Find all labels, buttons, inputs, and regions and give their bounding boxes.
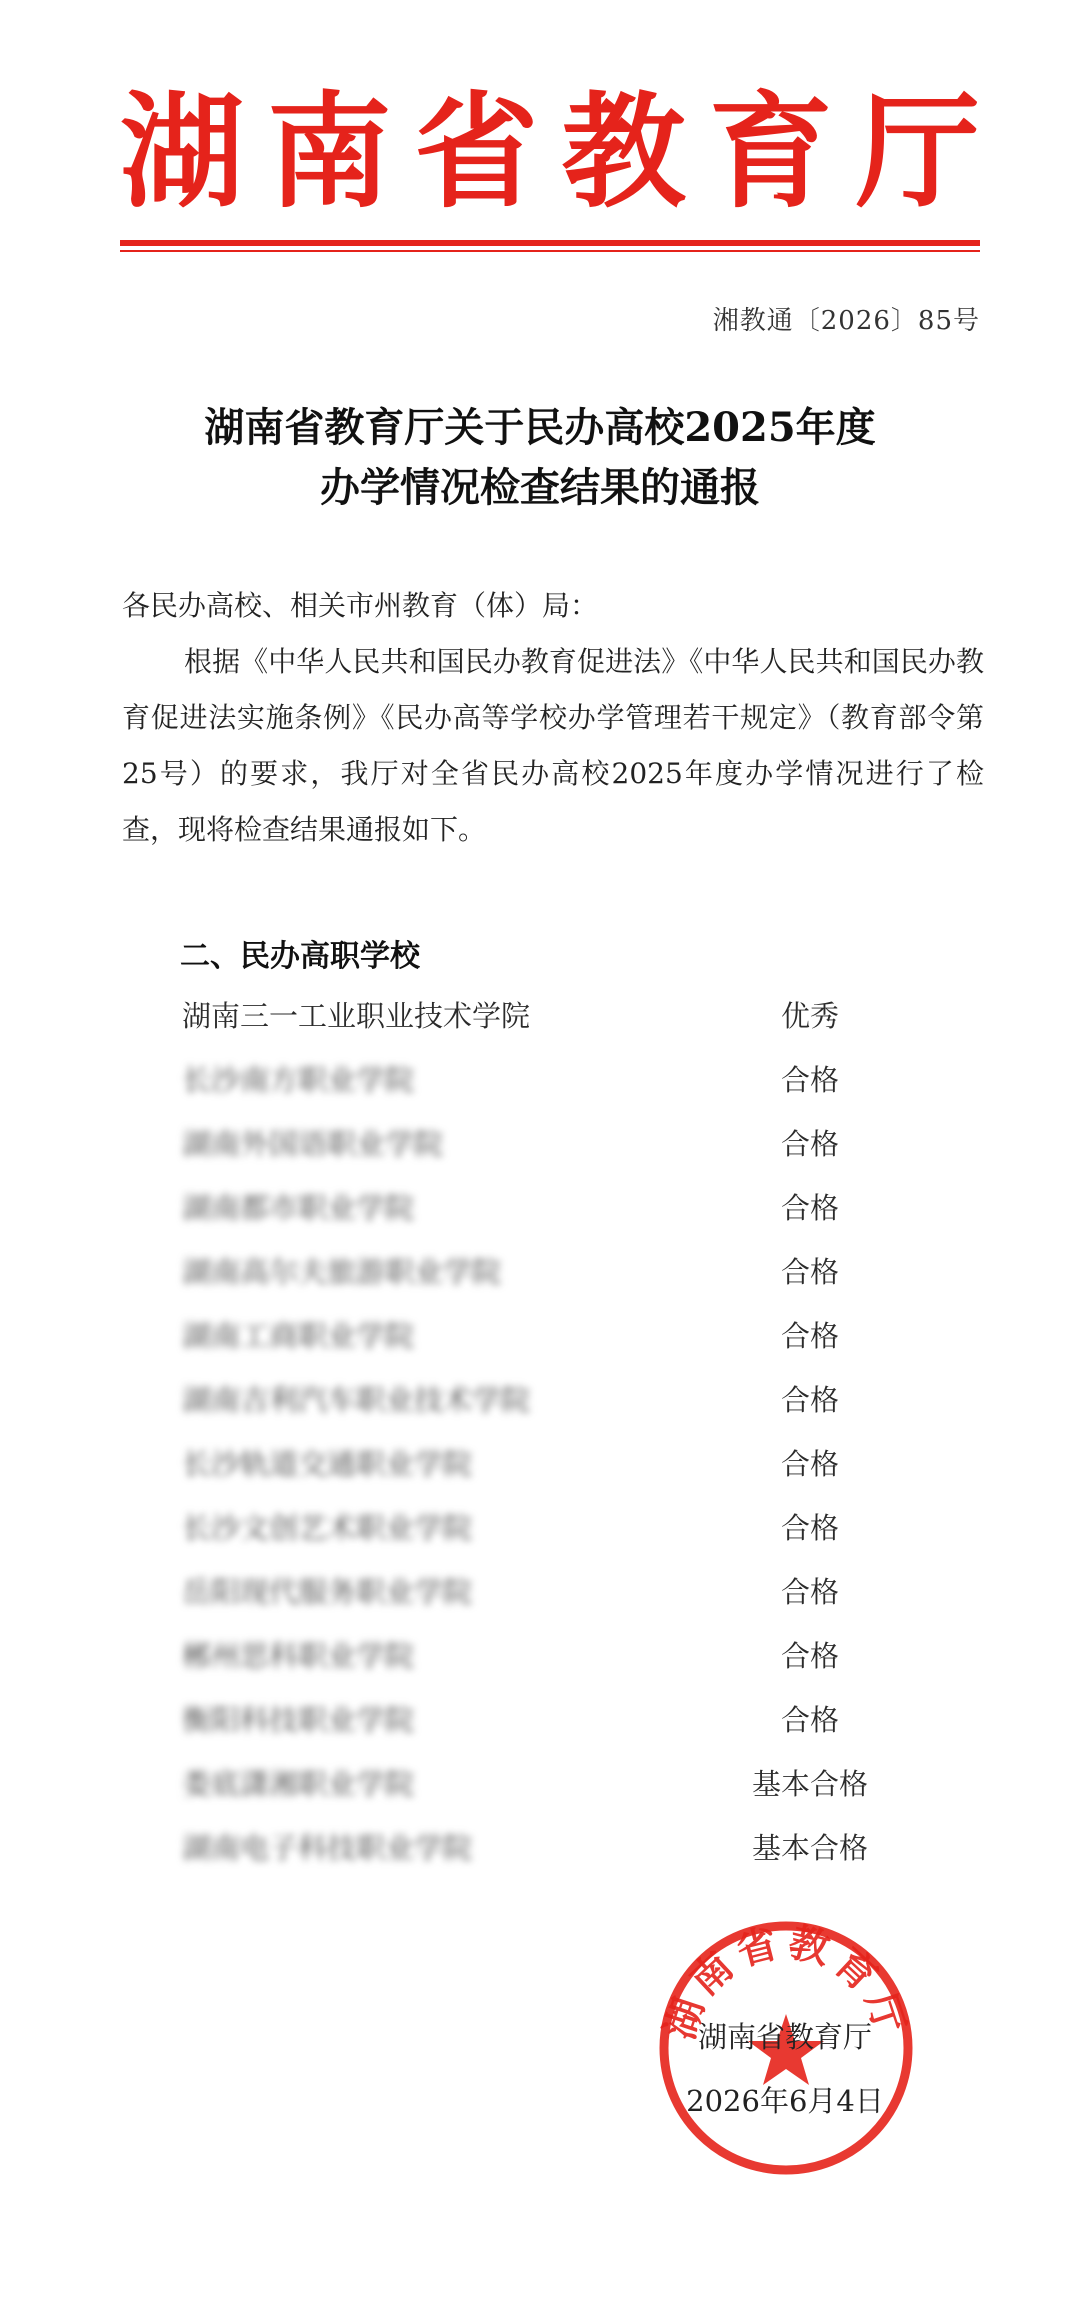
school-name: 湖南吉利汽车职业技术学院	[182, 1383, 531, 1417]
list-item	[182, 1560, 902, 1624]
list-item	[182, 1432, 902, 1496]
masthead-char: 省	[414, 80, 539, 225]
masthead	[120, 78, 980, 228]
result-rating: 合格	[780, 1127, 840, 1161]
result-rating: 合格	[780, 1255, 840, 1289]
masthead-char: 厅	[855, 80, 980, 225]
school-name: 湖南三一工业职业技术学院	[182, 999, 531, 1033]
school-name: 湖南外国语职业学院	[182, 1127, 444, 1161]
masthead-char: 教	[561, 80, 686, 225]
masthead-char: 育	[708, 80, 833, 225]
school-name: 长沙文创艺术职业学院	[182, 1511, 473, 1545]
section-heading: 二、民办高职学校	[180, 939, 420, 974]
masthead-rule-thin	[120, 250, 980, 252]
signature-block	[640, 2005, 930, 2133]
result-rating: 基本合格	[751, 1831, 869, 1865]
seal-text: 湖南省教育厅	[656, 1918, 916, 2046]
result-rating: 合格	[780, 1703, 840, 1737]
list-item	[182, 1112, 902, 1176]
school-name: 长沙轨道交通职业学院	[182, 1447, 473, 1481]
school-name: 湖南电子科技职业学院	[182, 1831, 473, 1865]
list-item	[182, 1240, 902, 1304]
result-rating: 合格	[780, 1191, 840, 1225]
result-rating: 合格	[780, 1319, 840, 1353]
list-item	[182, 1816, 902, 1880]
result-rating: 合格	[780, 1063, 840, 1097]
school-name: 长沙南方职业学院	[182, 1063, 415, 1097]
school-name: 郴州思科职业学院	[182, 1639, 415, 1673]
document-number: 湘教通〔2026〕85号	[712, 306, 980, 336]
school-name: 衡阳科技职业学院	[182, 1703, 415, 1737]
masthead-char: 南	[267, 80, 392, 225]
school-name: 湖南高尔夫旅游职业学院	[182, 1255, 502, 1289]
result-rating: 合格	[780, 1447, 840, 1481]
document-title	[0, 398, 1080, 518]
result-rating: 合格	[780, 1575, 840, 1609]
list-item	[182, 1048, 902, 1112]
result-rating: 合格	[780, 1511, 840, 1545]
school-name: 岳阳现代服务职业学院	[182, 1575, 473, 1609]
school-name: 湖南都市职业学院	[182, 1191, 415, 1225]
list-item	[182, 1752, 902, 1816]
list-item	[182, 1176, 902, 1240]
title-line-1: 湖南省教育厅关于民办高校2025年度	[204, 404, 876, 451]
result-list	[182, 984, 902, 1880]
list-item	[182, 984, 902, 1048]
salutation: 各民办高校、相关市州教育（体）局：	[122, 589, 599, 622]
list-item	[182, 1368, 902, 1432]
masthead-rule-thick	[120, 240, 980, 246]
list-item	[182, 1496, 902, 1560]
result-rating: 优秀	[780, 999, 840, 1033]
masthead-char: 湖	[120, 80, 245, 225]
signature-org: 湖南省教育厅	[697, 2020, 872, 2054]
list-item	[182, 1688, 902, 1752]
result-rating: 基本合格	[751, 1767, 869, 1801]
signature-date: 2026年6月4日	[686, 2084, 884, 2118]
school-name: 湖南工商职业学院	[182, 1319, 415, 1353]
document-body	[122, 578, 984, 858]
body-paragraph: 根据《中华人民共和国民办教育促进法》《中华人民共和国民办教育促进法实施条例》《民办高等学校办学管理若干规定》（教育部令第25号）的要求，我厅对全省民办高校2025年度办学情况进行了检查，现将检查结果通报如下。	[122, 645, 984, 846]
result-rating: 合格	[780, 1383, 840, 1417]
school-name: 娄底潇湘职业学院	[182, 1767, 415, 1801]
list-item	[182, 1304, 902, 1368]
list-item	[182, 1624, 902, 1688]
title-line-2: 办学情况检查结果的通报	[320, 464, 760, 511]
result-rating: 合格	[780, 1639, 840, 1673]
